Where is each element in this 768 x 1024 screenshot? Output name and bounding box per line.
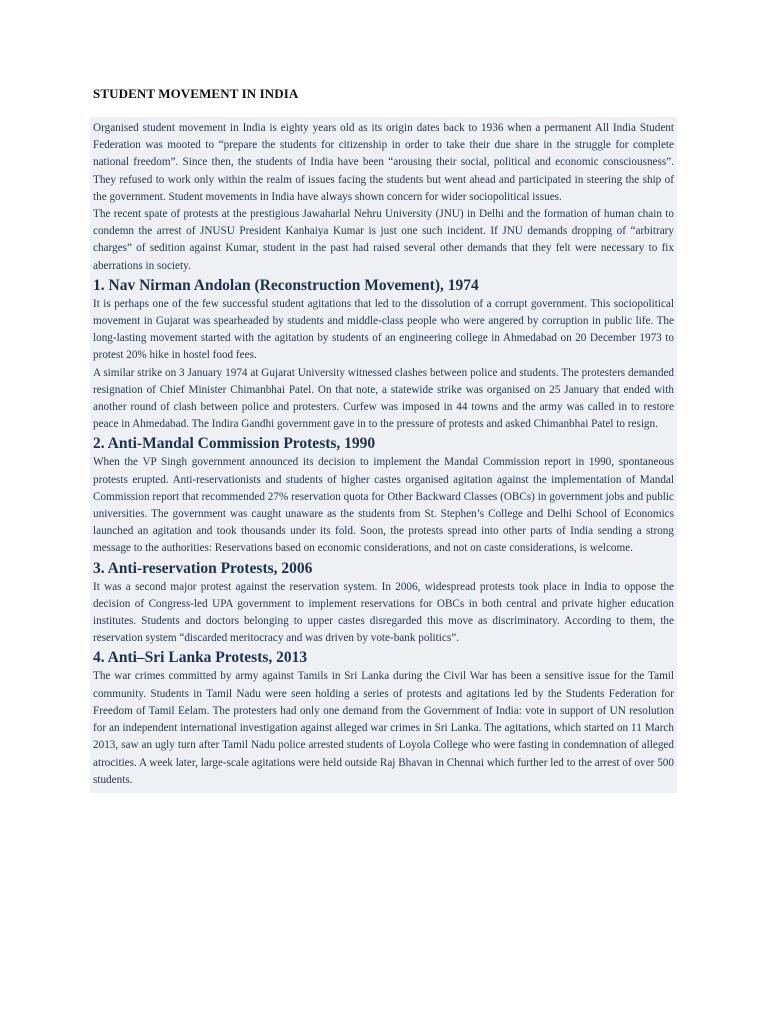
article-body <box>90 117 677 793</box>
page-title: STUDENT MOVEMENT IN INDIA <box>93 86 299 101</box>
intro-paragraph: The recent spate of protests at the prestigious Jawaharlal Nehru University (JNU) in Delhi and the formation of human chain to condemn the arrest of JNUSU President Kanhaiya Kumar is just one such incident. If JNU demands dropping of “arbitrary charges” of sedition against Kumar, student in the past had raised several other demands that they felt were necessary to fix aberrations in society. <box>93 208 674 272</box>
section-paragraph: It is perhaps one of the few successful student agitations that led to the dissolution of a corrupt government. This sociopolitical movement in Gujarat was spearheaded by students and middle-class people who were angered by corruption in public life. The long-lasting movement started with the agitation by students of an engineering college in Ahmedabad on 20 December 1973 to protest 20% hike in hostel food fees. <box>93 297 674 362</box>
section-heading: 1. Nav Nirman Andolan (Reconstruction Movement), 1974 <box>93 276 479 294</box>
intro-paragraph: Organised student movement in India is eighty years old as its origin dates back to 1936 when a permanent All India Student Federation was mooted to “prepare the students for citizenship in order to take their due share in the struggle for complete national freedom”. Since then, the students of India have been “arousing their social, political and economic consciousness”. They refused to work only within the realm of issues facing the students but went ahead and participated in steering the ship of the government. Student movements in India have always shown concern for wider sociopolitical issues. <box>93 122 674 203</box>
section-heading: 2. Anti-Mandal Commission Protests, 1990 <box>93 435 376 453</box>
section-heading: 3. Anti-reservation Protests, 2006 <box>93 559 313 577</box>
section-paragraph: The war crimes committed by army against Tamils in Sri Lanka during the Civil War has been a sensitive issue for the Tamil community. Students in Tamil Nadu were seen holding a series of protests and agitations led by the Students Federation for Freedom of Tamil Eelam. The protesters had only one demand from the Government of India: vote in support of UN resolution for an independent international investigation against alleged war crimes in Sri Lanka. The agitations, which started on 11 March 2013, saw an ugly turn after Tamil Nadu police arrested students of Loyola College who were fasting in condemnation of alleged atrocities. A week later, large-scale agitations were held outside Raj Bhavan in Chennai which further led to the arrest of over 500 students. <box>93 670 674 786</box>
section-paragraph: It was a second major protest against the reservation system. In 2006, widespread protests took place in India to oppose the decision of Congress-led UPA government to implement reservations for OBCs in both central and private higher education institutes. Students and doctors belonging to upper castes disregarded this move as discriminatory. According to them, the reservation system “discarded meritocracy and was driven by vote-bank politics”. <box>93 580 674 645</box>
section-paragraph: A similar strike on 3 January 1974 at Gujarat University witnessed clashes between police and students. The protesters demanded resignation of Chief Minister Chimanbhai Patel. On that note, a statewide strike was organised on 25 January that ended with another round of clash between police and protesters. Curfew was imposed in 44 towns and the army was called in to restore peace in Ahmedabad. The Indira Gandhi government gave in to the pressure of protests and asked Chimanbhai Patel to resign. <box>93 366 674 431</box>
section-heading: 4. Anti–Sri Lanka Protests, 2013 <box>93 649 308 667</box>
section-paragraph: When the VP Singh government announced its decision to implement the Mandal Commission report in 1990, spontaneous protests erupted. Anti-reservationists and students of higher castes organised agitation against the implementation of Mandal Commission report that recommended 27% reservation quota for Other Backward Classes (OBCs) in government jobs and public universities. The government was caught unaware as the students from St. Stephen’s College and Delhi School of Economics launched an agitation and took thousands under its fold. Soon, the protests spread into other parts of India sending a strong message to the authorities: Reservations based on economic considerations, and not on caste considerations, is welcome. <box>93 456 674 555</box>
